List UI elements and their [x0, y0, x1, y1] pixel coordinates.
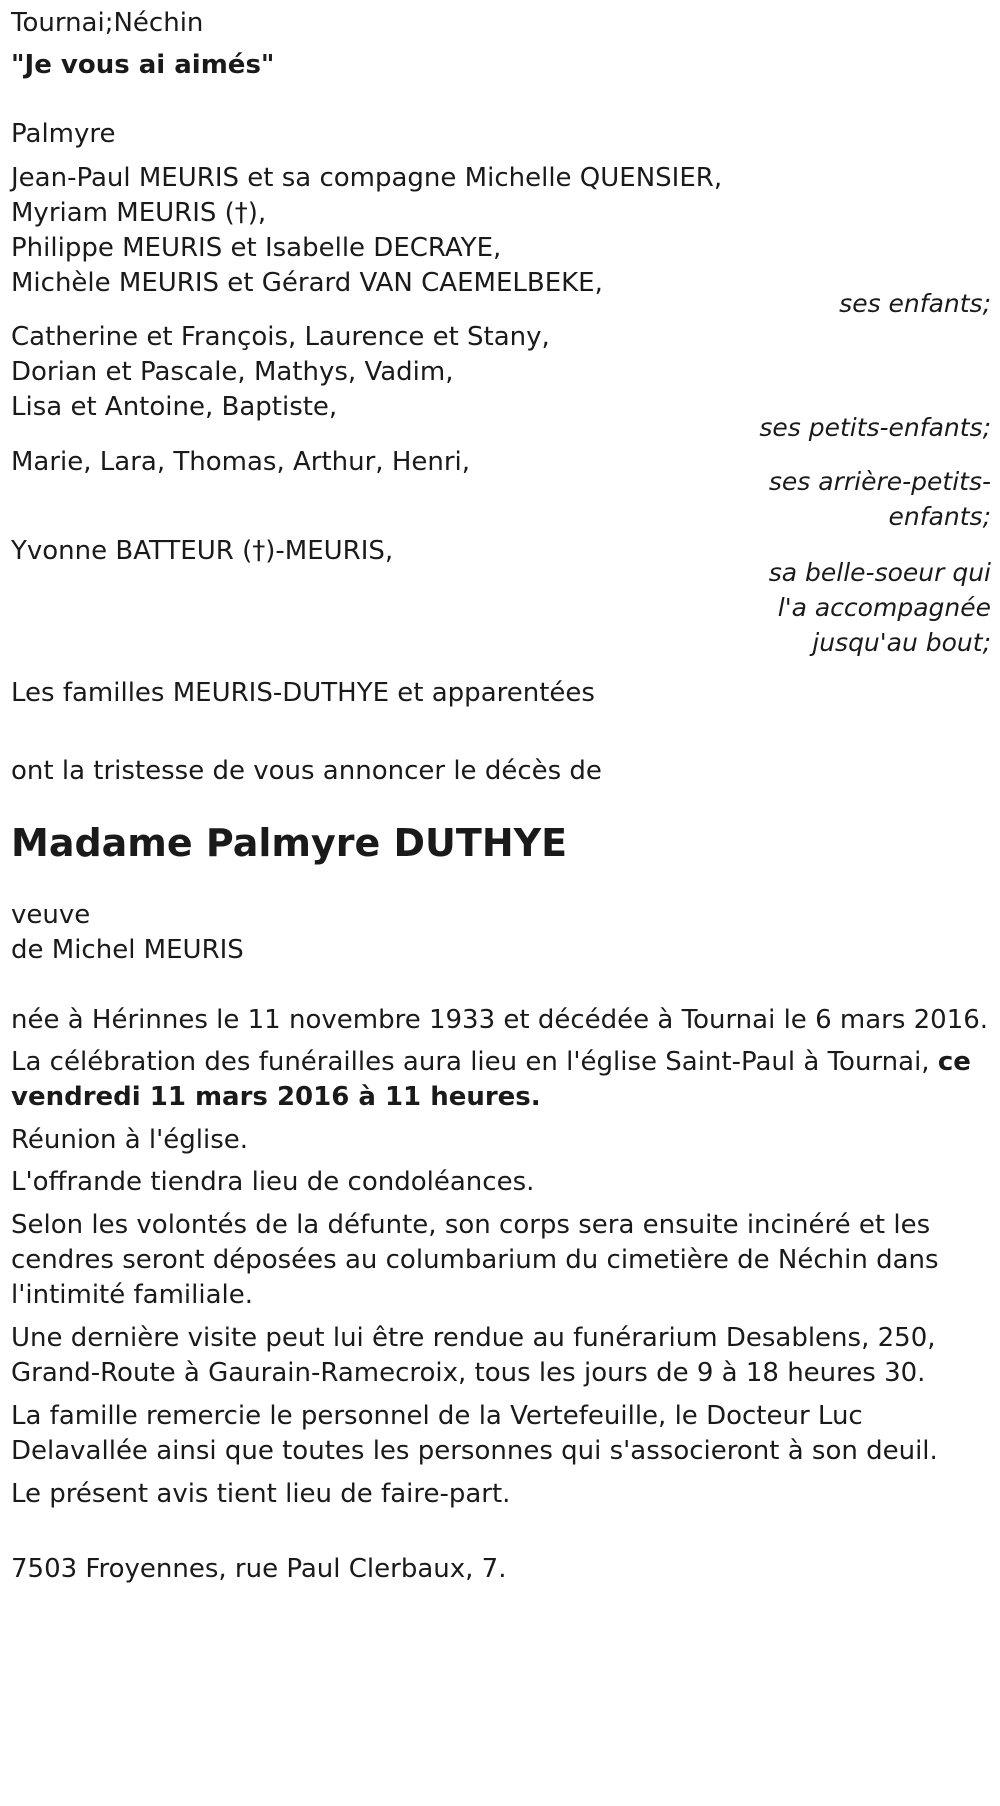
announcement: ont la tristesse de vous annoncer le décès de	[11, 756, 602, 786]
visit-line: Une dernière visite peut lui être rendue au funérarium Desablens, 250,	[11, 1323, 936, 1353]
address: 7503 Froyennes, rue Paul Clerbaux, 7.	[11, 1554, 507, 1584]
cremation-line: l'intimité familiale.	[11, 1280, 253, 1310]
notice: Le présent avis tient lieu de faire-part.	[11, 1479, 511, 1509]
child-line: Michèle MEURIS et Gérard VAN CAEMELBEKE,	[11, 268, 603, 298]
funeral-date-part-2: vendredi 11 mars 2016 à 11 heures.	[11, 1082, 541, 1112]
birth-death-dates: née à Hérinnes le 11 novembre 1933 et décédée à Tournai le 6 mars 2016.	[11, 1005, 989, 1035]
grandchild-line: Catherine et François, Laurence et Stany,	[11, 322, 550, 352]
visit-line: Grand-Route à Gaurain-Ramecroix, tous les jours de 9 à 18 heures 30.	[11, 1358, 926, 1388]
thanks-line: Delavallée ainsi que toutes les personnes qui s'associeront à son deuil.	[11, 1436, 938, 1466]
spouse: de Michel MEURIS	[11, 935, 244, 965]
funeral-line-1	[11, 1042, 971, 1082]
grandchild-line: Lisa et Antoine, Baptiste,	[11, 392, 338, 422]
cremation-line: Selon les volontés de la défunte, son corps sera ensuite incinéré et les	[11, 1210, 931, 1240]
offering: L'offrande tiendra lieu de condoléances.	[11, 1167, 535, 1197]
thanks-line: La famille remercie le personnel de la Vertefeuille, le Docteur Luc	[11, 1401, 863, 1431]
first-name: Palmyre	[11, 119, 116, 149]
sister-in-law-label-3: jusqu'au bout;	[812, 628, 991, 657]
status: veuve	[11, 900, 91, 930]
funeral-intro: La célébration des funérailles aura lieu en l'église Saint-Paul à Tournai,	[11, 1047, 938, 1077]
child-line: Philippe MEURIS et Isabelle DECRAYE,	[11, 233, 502, 263]
quote: "Je vous ai aimés"	[11, 50, 275, 80]
location: Tournai;Néchin	[11, 8, 204, 38]
grandchild-line: Dorian et Pascale, Mathys, Vadim,	[11, 357, 454, 387]
great-grandchildren-label-2: enfants;	[888, 502, 991, 531]
cremation-line: cendres seront déposées au columbarium du cimetière de Néchin dans	[11, 1245, 939, 1275]
great-grandchildren: Marie, Lara, Thomas, Arthur, Henri,	[11, 447, 471, 477]
great-grandchildren-label-1: ses arrière-petits-	[768, 467, 991, 496]
families: Les familles MEURIS-DUTHYE et apparentées	[11, 678, 595, 708]
child-line: Myriam MEURIS (†),	[11, 198, 267, 228]
meeting: Réunion à l'église.	[11, 1125, 249, 1155]
children-label: ses enfants;	[839, 289, 991, 318]
sister-in-law: Yvonne BATTEUR (†)-MEURIS,	[11, 536, 394, 566]
funeral-date-part-1: ce	[937, 1047, 971, 1077]
grandchildren-label: ses petits-enfants;	[759, 413, 991, 442]
child-line: Jean-Paul MEURIS et sa compagne Michelle QUENSIER,	[11, 163, 723, 193]
deceased-name: Madame Palmyre DUTHYE	[11, 821, 568, 865]
sister-in-law-label-1: sa belle-soeur qui	[768, 558, 991, 587]
sister-in-law-label-2: l'a accompagnée	[777, 593, 991, 622]
